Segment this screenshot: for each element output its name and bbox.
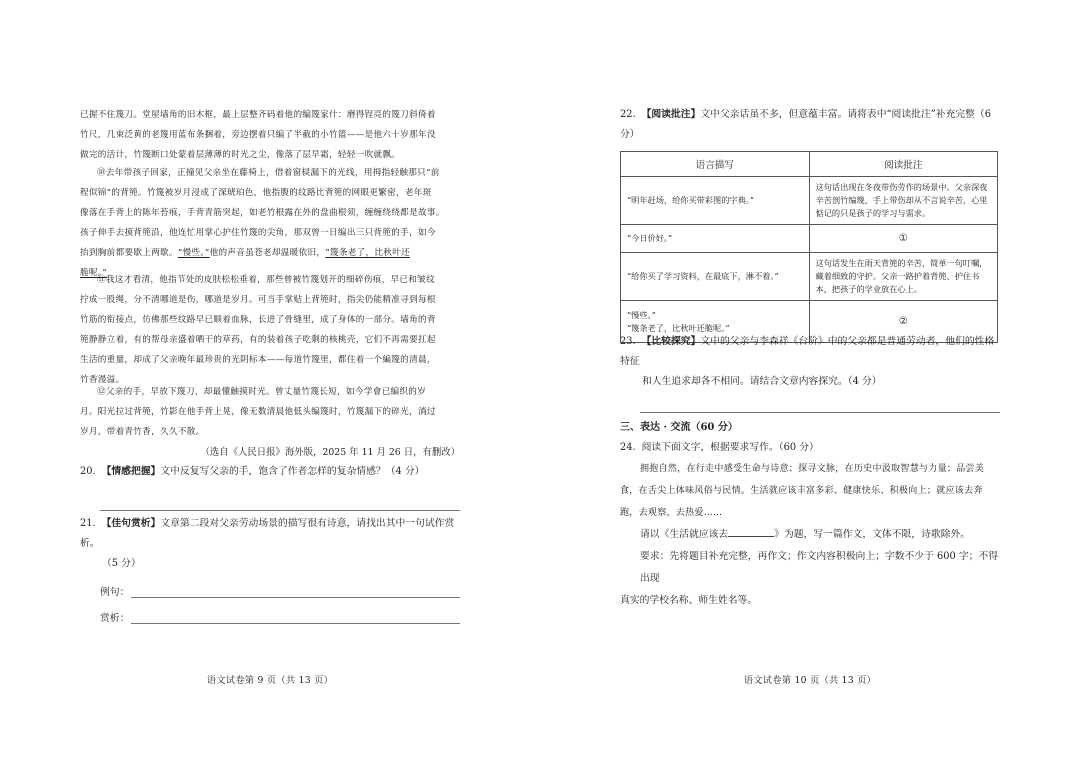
question-24-text xyxy=(620,438,1000,458)
text-run: 他的声音虽苍老却温暖依旧， xyxy=(209,248,326,258)
answer-line[interactable] xyxy=(131,585,460,598)
passage-line: 生活的重量，却成了父亲晚年最珍贵的光阴标本——每道竹篾里，都住着一个編篾的清晨， xyxy=(80,355,436,365)
requirements: 要求：先将题目补充完整，再作文；作文内容积极向上；字数不少于 600 字；不得出现 xyxy=(640,551,999,584)
answer-line[interactable] xyxy=(131,611,460,624)
passage-line xyxy=(80,243,460,263)
material-line: 拥抱自然，在行走中感受生命与诗意；探寻文脉，在历史中汲取智慧与力量；品尝美 xyxy=(640,464,985,474)
passage-line: 竹筋的衔接点，仿佛那些纹路早已顺着血脉，长进了骨缝里，成了身体的一部分。墙角的背 xyxy=(80,315,436,325)
question-tag: 【情感把握】 xyxy=(101,466,161,477)
passage-line: 竹香漫溢。 xyxy=(80,375,125,385)
question-number: 23. xyxy=(620,336,636,347)
passage-line: 月。阳光拉过背篼，竹影在他手背上晃，像无数清晨他低头编篾时，竹篾漏下的碎光，淌过 xyxy=(80,407,436,417)
paragraph-10 xyxy=(80,163,460,283)
underlined-quote: “篾条老了，比秋叶还 xyxy=(325,248,410,258)
language-cell: “给你买了学习资料，在最底下，淋不着。” xyxy=(621,253,810,301)
question-prompt: 文中的父亲与李森祥《台阶》中的父亲都是普通劳动者，他们的性格特征 xyxy=(620,336,995,367)
question-prompt: 文中父亲话虽不多，但意蕴丰富。请将表中“阅读批注”补充完整（6 分） xyxy=(620,109,991,140)
underlined-quote: “慢些。” xyxy=(177,248,210,258)
paragraph-11 xyxy=(80,270,460,390)
table-header-row xyxy=(621,152,998,177)
question-21 xyxy=(80,514,460,624)
question-21-text xyxy=(80,514,460,554)
section-title: 三、表达 · 交流（60 分） xyxy=(620,422,738,433)
answer-blank-1[interactable]: ① xyxy=(809,225,998,253)
analysis-answer-line[interactable] xyxy=(100,604,460,624)
material-line: 食，在舌尖上体味风俗与民情。生活就应该丰富多彩、健康快乐、积极向上；就应该去奔 xyxy=(620,486,983,496)
passage-continuation xyxy=(80,105,460,165)
passage-line: ⑪我这才看清，他指节处的皮肤松松垂着，那些曾被竹篾划开的细碎伤痕，早已和皱纹 xyxy=(97,275,435,285)
question-number: 21. xyxy=(80,518,96,529)
source-note: （选自《人民日报》海外版，2025 年 11 月 26 日，有删改） xyxy=(200,447,460,458)
passage-line: 已握不住篾刀。堂屋墙角的旧木框，最上层整齐码着他的编篾家什：磨得锃亮的篾刀斜倚着 xyxy=(80,110,436,120)
passage-line: 做完的活计，竹篾断口处蒙着层薄薄的时光之尘，像落了层早霜，轻轻一吹就飘。 xyxy=(80,150,401,160)
essay-prompt xyxy=(620,524,1000,546)
example-answer-line[interactable] xyxy=(100,578,460,598)
question-prompt: 文章第二段对父亲劳动场景的描写很有诗意，请找出其中一句试作赏析。 xyxy=(80,518,455,549)
underlined-quote: 脆呢。” xyxy=(80,268,108,278)
question-tag: 【佳句赏析】 xyxy=(101,518,161,529)
passage-line: 程似锦”的背篼。竹篾被岁月浸成了深琥珀色，他指腹的纹路比背篼的网眼更繁密，老年斑 xyxy=(80,188,432,198)
title-blank[interactable] xyxy=(728,526,774,537)
passage-line: 拧成一股绳，分不清哪道是伤，哪道是岁月。可当手掌贴上背篼时，指尖仍能精准寻到每根 xyxy=(80,295,436,305)
passage-line: 像落在手背上的陈年苔痕，手背青筋突起，如老竹根露在外的盘曲根须，缠缠绕绕都是故事。 xyxy=(80,208,445,218)
table-row xyxy=(621,177,998,225)
question-number: 22. xyxy=(620,109,636,120)
passage-line: ⑫父亲的手，早放下篾刀，却最懂触摸时光。曾丈量竹篾长短，如今学會已编织的岁 xyxy=(97,387,427,397)
annotation-table xyxy=(620,151,998,343)
annotation-cell: 这句话发生在雨天背篼的辛苦，简单一句叮嘱，藏着细致的守护。父亲一路护着背篼、护住书本，把孩子的学业放在心上。 xyxy=(809,253,998,301)
language-cell: “明年赶场，给你买带彩图的字典。” xyxy=(621,177,810,225)
left-page xyxy=(80,0,460,762)
column-header: 语言描写 xyxy=(621,152,810,177)
prompt-text: 请以《生活就应该去 xyxy=(640,529,729,540)
question-22 xyxy=(620,105,1000,343)
column-header: 阅读批注 xyxy=(809,152,998,177)
prompt-text: 》为题，写一篇作文，文体不限，诗歌除外。 xyxy=(774,529,971,540)
passage-line: ⑩去年带孩子回家，正撞见父亲坐在藤椅上，借着窗棂漏下的光线，用拇指轻触那只“前 xyxy=(97,168,440,178)
analysis-label: 赏析： xyxy=(100,613,130,624)
text-run: 抬到胸前都要歇上两歇。 xyxy=(80,248,178,258)
question-score: （5 分） xyxy=(102,558,141,569)
table-row xyxy=(621,253,998,301)
answer-line[interactable] xyxy=(640,398,1000,413)
annotation-cell: 这句话出现在冬夜带伤劳作的场景中。父亲深夜辛苦剖竹编篾，手上带伤却从不言说辛苦，心里惦记的只是孩子的学习与需求。 xyxy=(809,177,998,225)
example-label: 例句： xyxy=(100,587,130,598)
right-page xyxy=(620,0,1000,762)
question-prompt: 阅读下面文字，根据要求写作。（60 分） xyxy=(641,442,819,453)
language-cell: “今日价好。” xyxy=(621,225,810,253)
passage-line: 竹尺，几束泛黄的老篾用蓝布条捆着，旁边摆着只编了半截的小竹篮——是他六十岁那年没 xyxy=(80,130,436,140)
question-prompt: 文中反复写父亲的手，饱含了作者怎样的复杂情感？（4 分） xyxy=(160,466,425,477)
passage-line: 孩子伸手去摸背篼沿，他连忙用掌心护住竹篾的尖角，那双曾一日编出三只背篼的手，如今 xyxy=(80,228,436,238)
passage-line: 岁月，带着青竹香，久久不散。 xyxy=(80,427,205,437)
question-23 xyxy=(620,332,1000,413)
language-cell: “慢些。” “篾条老了，比秋叶还脆呢。” xyxy=(621,301,810,343)
material-line: 跑，去观察，去热爱…… xyxy=(620,508,723,518)
question-20 xyxy=(80,462,460,511)
passage-line: 篼静静立着，有的帮母亲盛着晒干的草药，有的装着孩子吃剩的核桃壳，它们不再需要扛起 xyxy=(80,335,436,345)
question-tag: 【阅读批注】 xyxy=(641,109,701,120)
requirements-cont: 真实的学校名称、师生姓名等。 xyxy=(620,595,758,606)
question-tag: 【比较探究】 xyxy=(641,336,701,347)
question-22-text xyxy=(620,105,1000,145)
answer-line[interactable] xyxy=(100,496,460,511)
question-20-text xyxy=(80,462,460,482)
question-23-text xyxy=(620,332,1000,372)
page-footer: 语文试卷第 10 页（共 13 页） xyxy=(743,675,877,686)
table-row xyxy=(621,225,998,253)
question-number: 24. xyxy=(620,442,636,453)
question-prompt-cont: 和人生追求却各不相同。请结合文章内容探究。（4 分） xyxy=(642,376,882,387)
section-3 xyxy=(620,418,1000,612)
paragraph-12 xyxy=(80,382,460,471)
page-footer: 语文试卷第 9 页（共 13 页） xyxy=(206,675,334,686)
question-number: 20. xyxy=(80,466,96,477)
answer-blank-2[interactable]: ② xyxy=(809,301,998,343)
